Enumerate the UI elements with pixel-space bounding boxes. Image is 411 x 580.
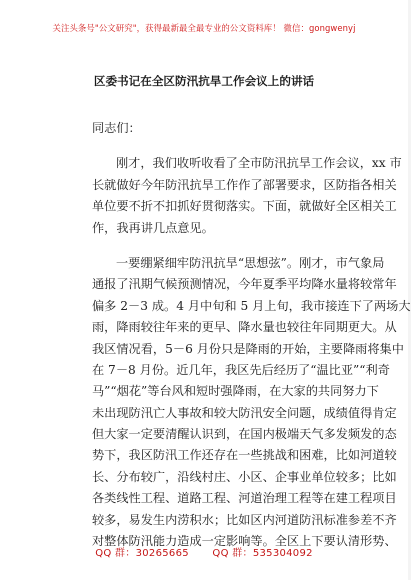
paragraph-line: 一要绷紧细牢防汛抗旱“思想弦”。刚才，市气象局 [116, 255, 385, 270]
document-title: 区委书记在全区防汛抗旱工作会议上的讲话 [93, 74, 315, 88]
spacer [92, 139, 358, 153]
paragraph-line: 各类线性工程、道路工程、河道治理工程等在建工程项目 [92, 491, 397, 506]
paragraph-line: 但大家一定要清醒认识到，在国内极端天气多发频发的态 [92, 427, 397, 442]
paragraph-line: 对整体防汛能力造成一定影响等。全区上下要认清形势、 [92, 534, 397, 549]
qq-group-2: QQ 群：535304092 [212, 548, 313, 559]
paragraph-line: 雨，降雨较往年来的更早、降水量也较往年同期更大。从 [92, 320, 397, 335]
promo-banner: 关注头条号"公文研究"，获得最新最全最专业的公文资料库！ 微信：gongwenyj [52, 23, 356, 33]
paragraph-line: 偏多 2－3 成。4 月中旬和 5 月上旬，我市接连下了两场大 [92, 298, 411, 313]
page-footer [0, 544, 408, 559]
paragraph-line: 长、分布较广，沿线村庄、小区、企事业单位较多；比如 [92, 469, 397, 484]
paragraph-line: 马”“烟花”等台风和短时强降雨，在大家的共同努力下 [92, 384, 379, 399]
paragraph-line: 作，我再讲几点意见。 [92, 220, 214, 235]
paragraph-line: 较多，易发生内涝积水；比如区内河道防汛标准参差不齐 [92, 512, 397, 527]
document-body [92, 118, 411, 552]
paragraph-line: 势下，我区防汛工作还存在一些挑战和困难，比如河道较 [92, 448, 397, 463]
paragraph-line: 单位要不折不扣抓好贯彻落实。下面，就做好全区相关工 [92, 199, 397, 214]
qq-group-1: QQ 群：30265665 [95, 548, 189, 559]
paragraph-line: 未出现防汛亡人事故和较大防汛安全问题，成绩值得肯定 [92, 405, 397, 420]
paragraph-line: 刚才，我们收听收看了全市防汛抗旱工作会议，xx 市 [116, 156, 402, 171]
spacer [92, 239, 358, 253]
paragraph-line: 在 7－8 月份。近几年，我区先后经历了“温比亚”“利奇 [92, 362, 390, 377]
paragraph-line: 长就做好今年防汛抗旱工作作了部署要求，区防指各相关 [92, 177, 397, 192]
paragraph-line: 我区情况看，5－6 月份只是降雨的开始，主要降雨将集中 [92, 341, 404, 356]
salutation: 同志们： [92, 121, 141, 135]
paragraph-line: 通报了汛期气候预测情况，今年夏季平均降水量将较常年 [92, 277, 397, 292]
